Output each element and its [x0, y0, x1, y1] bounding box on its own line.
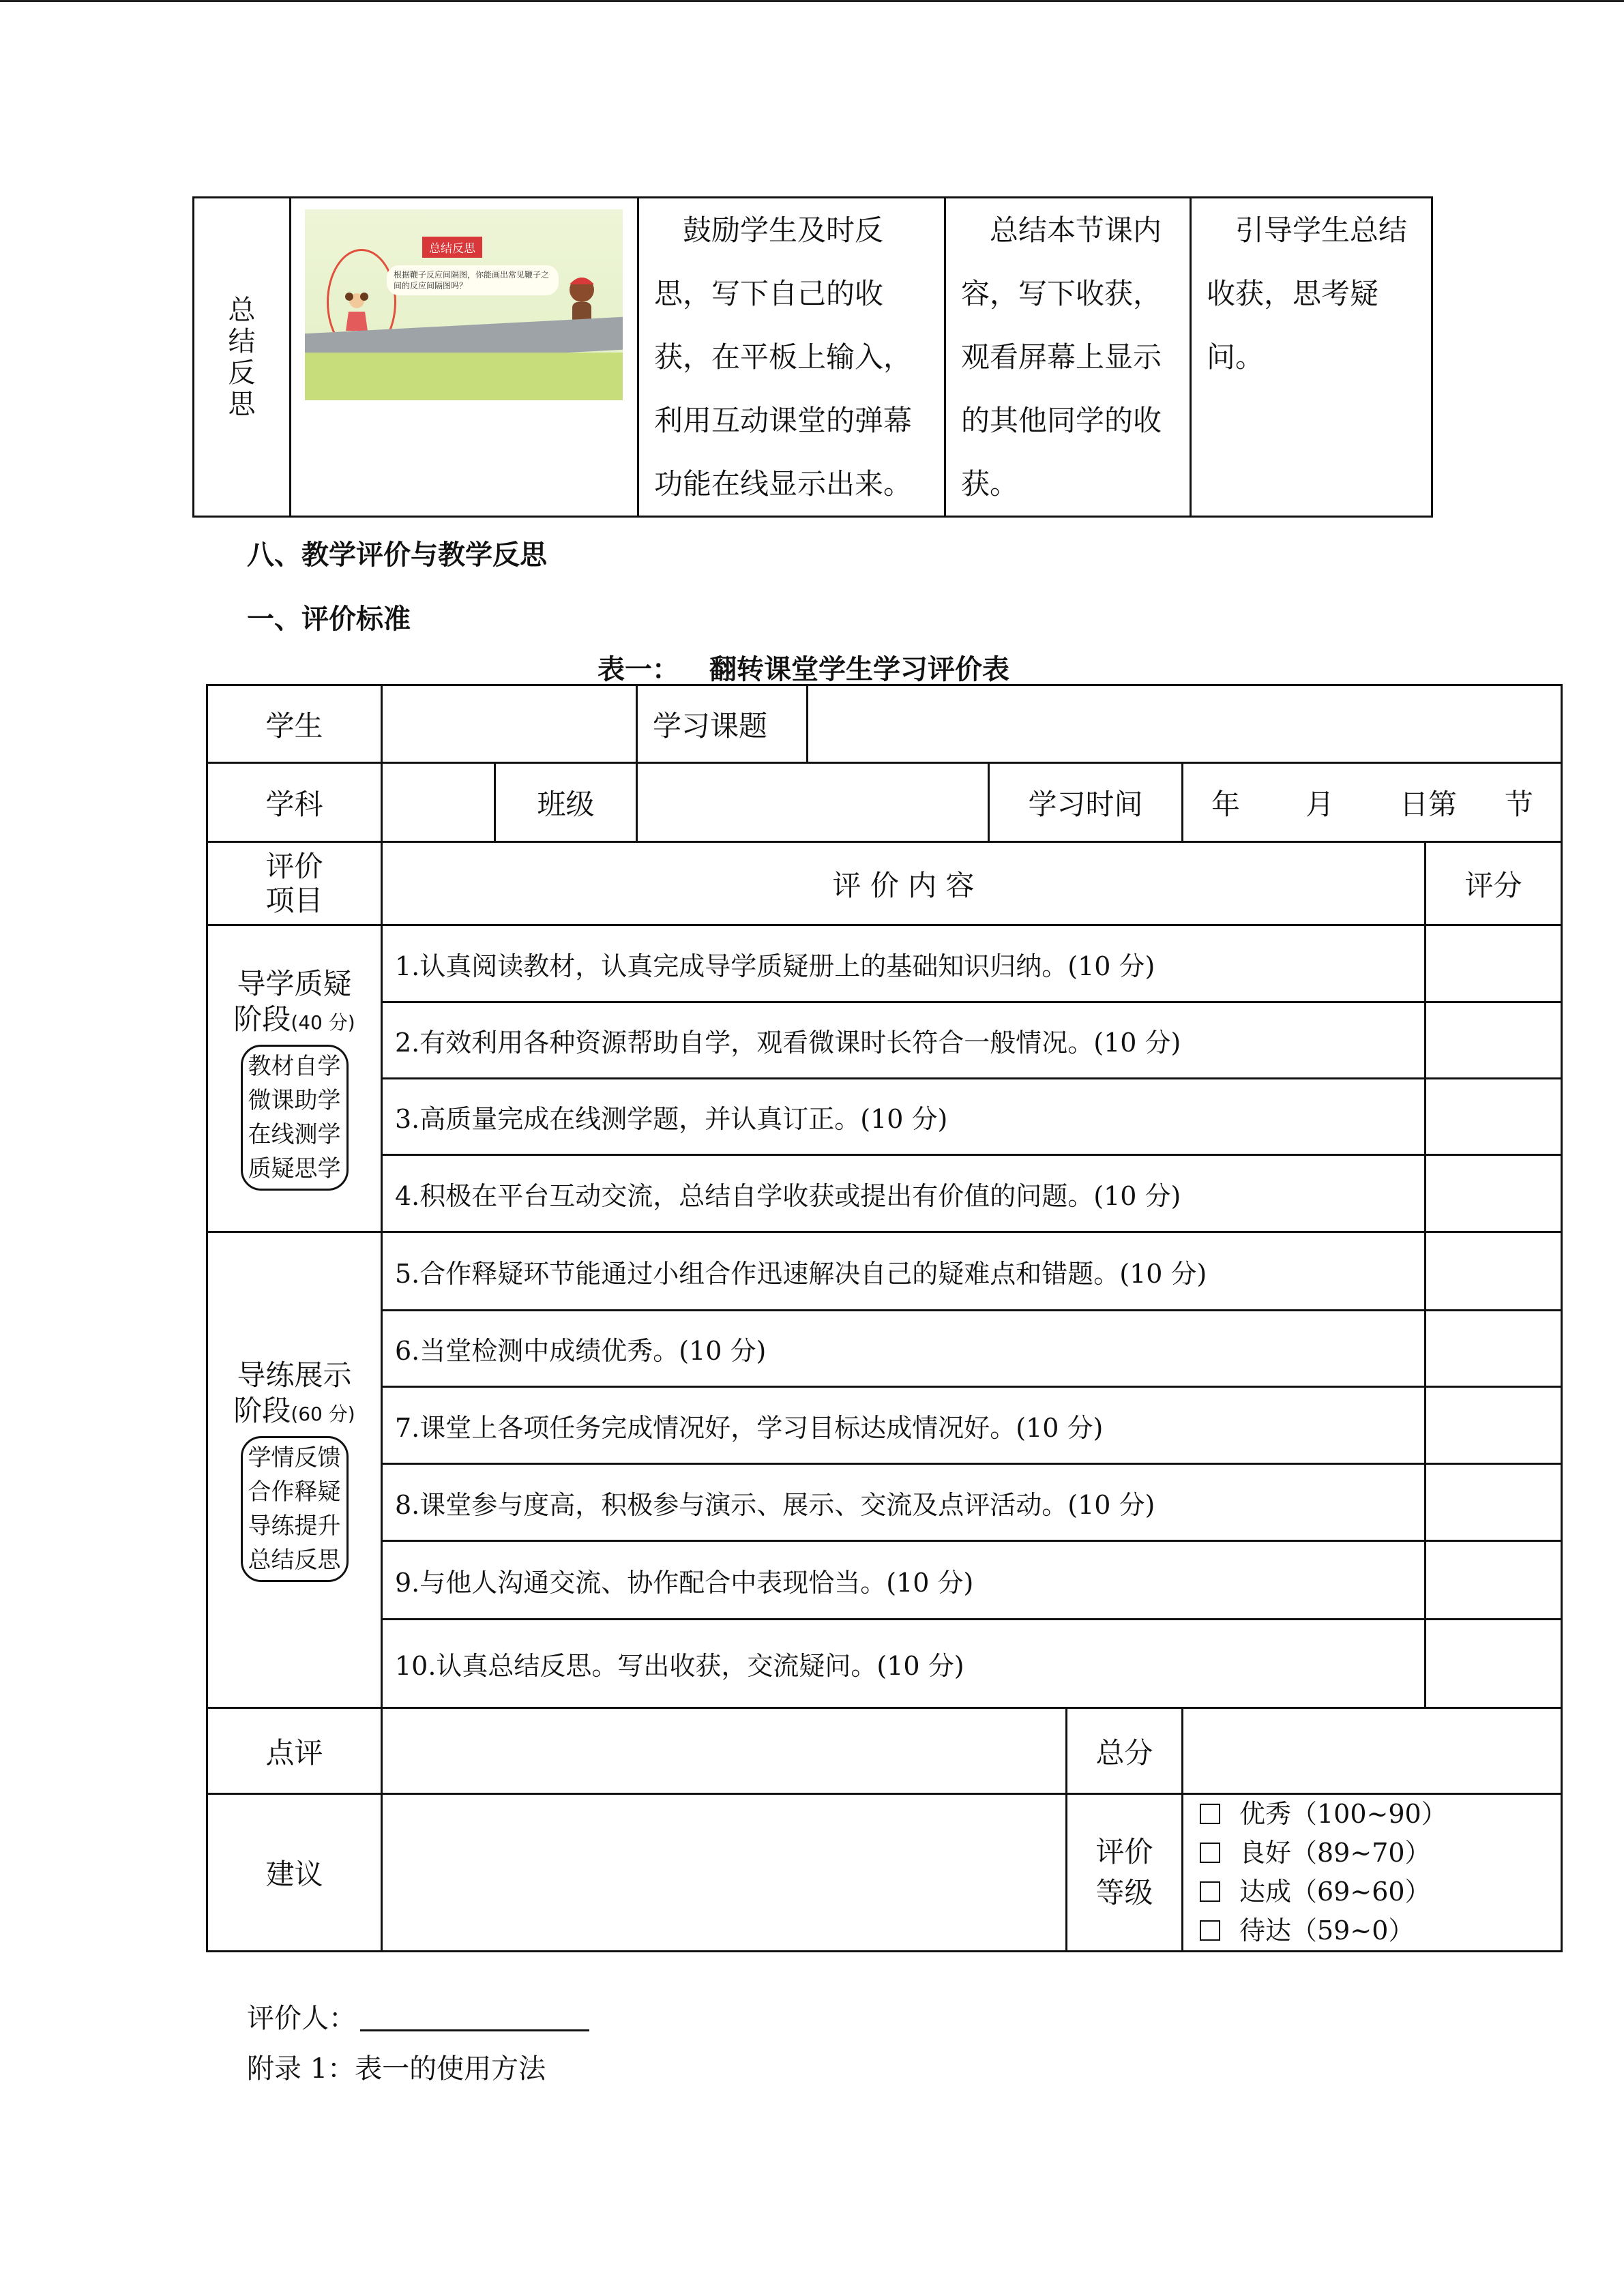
- evaluation-table: [206, 684, 1563, 1952]
- evaluator-signature-field[interactable]: [360, 2002, 589, 2031]
- score-cell-8[interactable]: [1426, 1464, 1562, 1541]
- score-cell-10[interactable]: [1426, 1620, 1562, 1708]
- total-value-cell[interactable]: [1183, 1708, 1562, 1794]
- class-value-cell[interactable]: [637, 763, 989, 842]
- total-label: 总分: [1067, 1708, 1183, 1794]
- summary-slide-image: [305, 209, 623, 400]
- stage1-step: 质疑思学: [248, 1155, 341, 1182]
- study-time-date[interactable]: [1183, 763, 1562, 842]
- item-header-line1: 评价: [265, 849, 323, 883]
- grade-options: [1183, 1794, 1562, 1952]
- slide-speech-bubble: 根据鞭子反应间隔图，你能画出常见鞭子之间的反应间隔图吗？: [387, 265, 559, 295]
- grade-option[interactable]: [1200, 1834, 1561, 1873]
- student-activity-cell: 总结本节课内容，写下收获，观看屏幕上显示的其他同学的收获。: [945, 198, 1191, 517]
- stage2-step: 总结反思: [248, 1547, 341, 1574]
- stage2-step: 学情反馈: [248, 1444, 341, 1472]
- score-cell-2[interactable]: [1426, 1002, 1562, 1079]
- criterion-2: 2.有效利用各种资源帮助自学，观看微课时长符合一般情况。(10 分): [382, 1002, 1426, 1079]
- item-header: [207, 842, 382, 925]
- table-row: [207, 1311, 1562, 1387]
- grade-label: [1067, 1794, 1183, 1952]
- topic-value-cell[interactable]: [808, 685, 1562, 763]
- stage2-points: (60 分): [291, 1403, 355, 1425]
- stage2-cell: [207, 1232, 382, 1708]
- date-day: 日第: [1400, 787, 1458, 821]
- grade-option[interactable]: [1200, 1795, 1561, 1834]
- score-cell-3[interactable]: [1426, 1079, 1562, 1155]
- stage1-steps-box: [241, 1045, 349, 1191]
- summary-table: [192, 196, 1433, 518]
- stage1-step: 在线测学: [248, 1121, 341, 1148]
- comment-label: 点评: [207, 1708, 382, 1794]
- stage1-name-2: [208, 1002, 381, 1041]
- slide-grass: [305, 353, 623, 400]
- slide-cell: [291, 198, 638, 517]
- score-cell-7[interactable]: [1426, 1387, 1562, 1464]
- grade-option-label: 良好（89~70）: [1239, 1838, 1431, 1868]
- table-row: [207, 1387, 1562, 1464]
- class-label: 班级: [495, 763, 637, 842]
- grade-label-line2: 等级: [1095, 1876, 1153, 1909]
- student-row: [207, 685, 1562, 763]
- table-row: [207, 1002, 1562, 1079]
- item-header-line2: 项目: [265, 883, 323, 917]
- criterion-6: 6.当堂检测中成绩优秀。(10 分): [382, 1311, 1426, 1387]
- teacher-activity-cell: 鼓励学生及时反思，写下自己的收获，在平板上输入，利用互动课堂的弹幕功能在线显示出来。: [638, 198, 945, 517]
- grade-option[interactable]: [1200, 1911, 1561, 1950]
- criterion-7: 7.课堂上各项任务完成情况好，学习目标达成情况好。(10 分): [382, 1387, 1426, 1464]
- suggestion-label: 建议: [207, 1794, 382, 1952]
- stage1-cell: [207, 925, 382, 1232]
- checkbox-icon[interactable]: [1200, 1920, 1220, 1941]
- stage2-step: 导练提升: [248, 1512, 341, 1540]
- criterion-8: 8.课堂参与度高，积极参与演示、展示、交流及点评活动。(10 分): [382, 1464, 1426, 1541]
- criterion-5: 5.合作释疑环节能通过小组合作迅速解决自己的疑难点和错题。(10 分): [382, 1232, 1426, 1311]
- study-time-label: 学习时间: [989, 763, 1183, 842]
- criterion-9: 9.与他人沟通交流、协作配合中表现恰当。(10 分): [382, 1541, 1426, 1620]
- comment-row: [207, 1708, 1562, 1794]
- summary-row-label-cell: [194, 198, 291, 517]
- table-row: [207, 1620, 1562, 1708]
- criterion-4: 4.积极在平台互动交流，总结自学收获或提出有价值的问题。(10 分): [382, 1155, 1426, 1232]
- stage2-name-line2: 阶段: [233, 1394, 291, 1427]
- table-row: [207, 925, 1562, 1002]
- table-caption-prefix: 表一：: [597, 654, 679, 685]
- table-row: [207, 1155, 1562, 1232]
- grade-label-line1: 评价: [1095, 1835, 1153, 1868]
- comment-value-cell[interactable]: [382, 1708, 1067, 1794]
- evaluator-line: [247, 1997, 589, 2036]
- score-cell-6[interactable]: [1426, 1311, 1562, 1387]
- subject-label: 学科: [207, 763, 382, 842]
- date-year: 年: [1211, 787, 1240, 821]
- stage1-points: (40 分): [291, 1011, 355, 1034]
- slide-title: 总结反思: [422, 237, 482, 258]
- appendix-text: 附录 1：表一的使用方法: [247, 2053, 546, 2085]
- sub-heading: 一、评价标准: [247, 603, 411, 635]
- table-row: [207, 1541, 1562, 1620]
- checkbox-icon[interactable]: [1200, 1881, 1220, 1902]
- summary-row-label: 总结反思: [228, 294, 256, 420]
- score-cell-1[interactable]: [1426, 925, 1562, 1002]
- score-cell-9[interactable]: [1426, 1541, 1562, 1620]
- criterion-3: 3.高质量完成在线测学题，并认真订正。(10 分): [382, 1079, 1426, 1155]
- subject-value-cell[interactable]: [382, 763, 495, 842]
- header-row: [207, 842, 1562, 925]
- score-cell-5[interactable]: [1426, 1232, 1562, 1311]
- criterion-10: 10.认真总结反思。写出收获，交流疑问。(10 分): [382, 1620, 1426, 1708]
- stage2-name: 导练展示: [237, 1358, 352, 1392]
- criterion-1: 1.认真阅读教材，认真完成导学质疑册上的基础知识归纳。(10 分): [382, 925, 1426, 1002]
- summary-row: [194, 198, 1432, 517]
- table-row: [207, 1232, 1562, 1311]
- score-header: 评分: [1426, 842, 1562, 925]
- subject-row: [207, 763, 1562, 842]
- stage1-step: 微课助学: [248, 1087, 341, 1114]
- topic-label: 学习课题: [637, 685, 808, 763]
- checkbox-icon[interactable]: [1200, 1804, 1220, 1824]
- stage1-name: 导学质疑: [237, 967, 352, 1000]
- grade-option-label: 达成（69~60）: [1239, 1877, 1431, 1907]
- stage1-name-line2: 阶段: [233, 1002, 291, 1036]
- suggestion-value-cell[interactable]: [382, 1794, 1067, 1952]
- date-month: 月: [1305, 787, 1334, 821]
- section-heading: 八、教学评价与教学反思: [247, 539, 547, 571]
- design-purpose-cell: 引导学生总结收获，思考疑问。: [1191, 198, 1432, 517]
- checkbox-icon[interactable]: [1200, 1843, 1220, 1863]
- student-value-cell[interactable]: [382, 685, 637, 763]
- page-top-border: [0, 0, 1624, 2]
- grade-option[interactable]: [1200, 1873, 1561, 1911]
- evaluator-label: 评价人：: [247, 2003, 356, 2034]
- stage2-name-2: [208, 1393, 381, 1432]
- suggestion-row: [207, 1794, 1562, 1952]
- table-row: [207, 1464, 1562, 1541]
- stage2-step: 合作释疑: [248, 1478, 341, 1506]
- content-header: 评 价 内 容: [382, 842, 1426, 925]
- student-label: 学生: [207, 685, 382, 763]
- grade-option-label: 优秀（100~90）: [1239, 1799, 1447, 1829]
- table-caption: [597, 648, 1009, 687]
- table-caption-title: 翻转课堂学生学习评价表: [709, 654, 1009, 685]
- score-cell-4[interactable]: [1426, 1155, 1562, 1232]
- stage2-steps-box: [241, 1436, 349, 1582]
- table-row: [207, 1079, 1562, 1155]
- stage1-step: 教材自学: [248, 1053, 341, 1080]
- grade-option-label: 待达（59~0）: [1239, 1915, 1415, 1945]
- date-period: 节: [1505, 787, 1534, 821]
